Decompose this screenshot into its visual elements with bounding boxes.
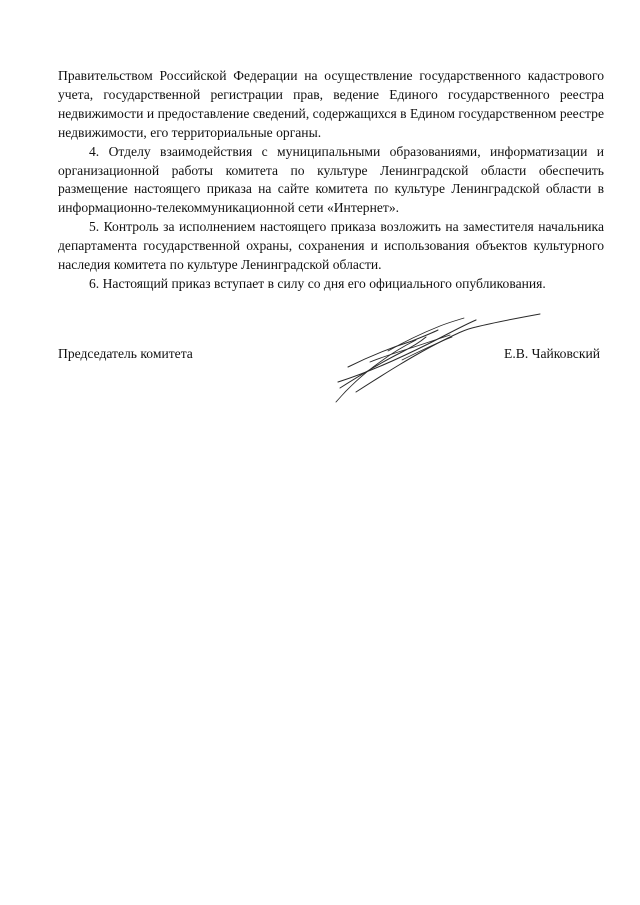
paragraph-item-6: 6. Настоящий приказ вступает в силу со дня его официального опубликования. <box>89 275 546 291</box>
paragraph-item-4: 4. Отделу взаимодействия с муниципальными образованиями, информатизации и организационной работы комитета по культуре Ленинградской области обеспечить размещение настоящего приказа на сайте комитета по культуре Ленинградской области в информационно-телекоммуникационной сети «Интернет». <box>58 143 604 216</box>
paragraph-item-5: 5. Контроль за исполнением настоящего приказа возложить на заместителя начальника департамента государственной охраны, сохранения и использования объектов культурного наследия комитета по культуре Ленинградской области. <box>58 219 604 273</box>
signer-title: Председатель комитета <box>58 346 193 361</box>
document-body <box>58 67 604 294</box>
paragraph-continuation: Правительством Российской Федерации на осуществление государственного кадастрового учета, государственной регистрации прав, ведение Единого государственного реестра недвижимости и предоставление сведений, содержащихся в Едином государственном реестре недвижимости, его территориальные органы. <box>58 68 604 140</box>
signature-block <box>58 345 604 369</box>
signer-name: Е.В. Чайковский <box>504 346 600 361</box>
